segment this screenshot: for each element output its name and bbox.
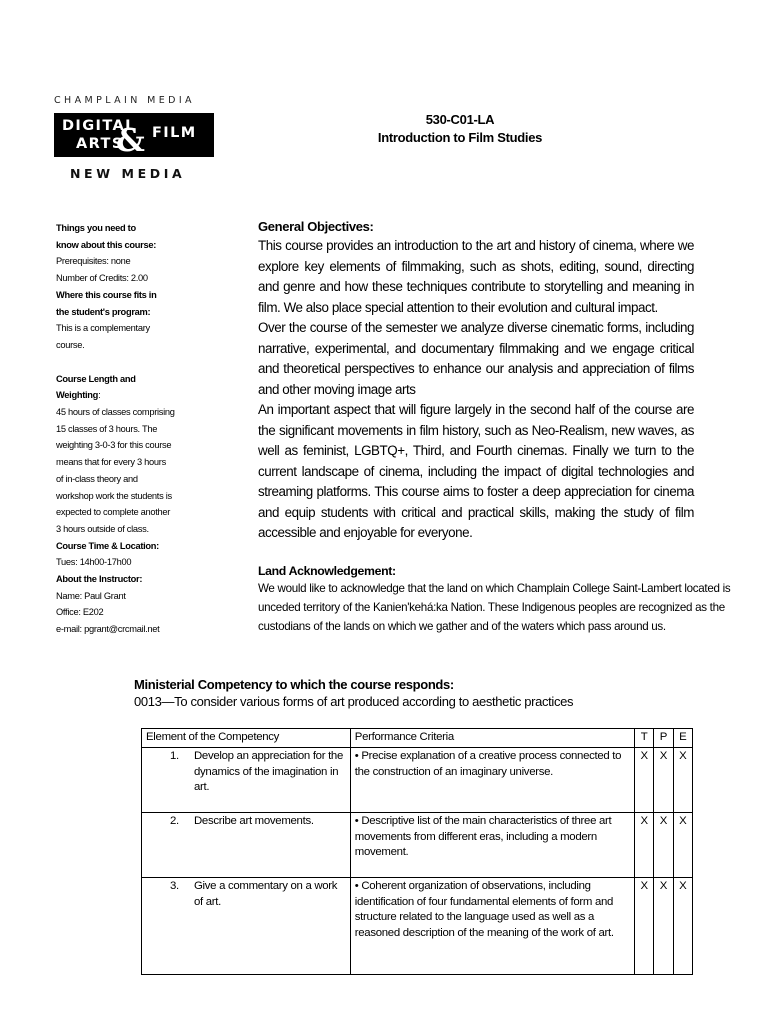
- sidebar-course-time: Tues: 14h00-17h00: [56, 557, 132, 568]
- course-header: [360, 111, 560, 147]
- mark-cell: X: [654, 747, 673, 812]
- element-cell: [142, 877, 351, 974]
- table-header-row: [142, 729, 693, 748]
- element-number: 1.: [170, 749, 179, 762]
- column-header: Performance Criteria: [350, 729, 634, 748]
- course-code: 530-C01-LA: [425, 112, 495, 127]
- criteria-cell: • Precise explanation of a creative process connected to the construction of an imaginary universe.: [350, 747, 634, 812]
- course-title: Introduction to Film Studies: [377, 130, 543, 145]
- logo-black-box: [54, 113, 214, 157]
- instructor-name: Name: Paul Grant: [56, 590, 126, 601]
- table-row: [142, 877, 693, 974]
- element-number: 3.: [170, 879, 179, 892]
- element-text: Develop an appreciation for the dynamics of the imagination in art.: [194, 749, 344, 794]
- sidebar-prerequisites: Prerequisites: none: [56, 256, 131, 267]
- general-objectives-section: [258, 218, 694, 544]
- column-header: E: [673, 729, 692, 748]
- element-cell: [142, 812, 351, 877]
- mark-cell: X: [673, 877, 692, 974]
- sidebar-text: course.: [56, 339, 85, 350]
- competency-title: Ministerial Competency to which the course responds:: [134, 677, 454, 692]
- sidebar-heading: the student's program:: [56, 306, 151, 317]
- logo-word-arts: ARTS: [76, 136, 124, 152]
- instructor-email: e-mail: pgrant@crcmail.net: [56, 624, 160, 635]
- section-title: Land Acknowledgement:: [258, 564, 396, 578]
- sidebar-credits: Number of Credits: 2.00: [56, 273, 148, 284]
- sidebar-heading: Where this course fits in: [56, 289, 157, 300]
- course-info-sidebar: [56, 220, 181, 638]
- criteria-cell: • Coherent organization of observations, including identification of four fundamental elements of form and structure related to the language used as well as a reasoned description of the meaning of the work of art.: [350, 877, 634, 974]
- sidebar-text: 3 hours outside of class.: [56, 523, 149, 534]
- sidebar-text: 15 classes of 3 hours. The: [56, 423, 158, 434]
- sidebar-text: workshop work the students is: [56, 490, 172, 501]
- competency-subtitle: 0013—To consider various forms of art produced according to aesthetic practices: [134, 694, 574, 709]
- column-header: T: [634, 729, 653, 748]
- objectives-paragraph: This course provides an introduction to the art and history of cinema, where we explore key elements of filmmaking, such as shots, editing, sound, directing and genre and how these techniques contribute to storytelling and meaning in film. We also place special attention to their evolution and cultural impact.: [258, 238, 694, 315]
- section-title: General Objectives:: [258, 219, 374, 234]
- land-acknowledgement-section: [258, 563, 746, 636]
- table-row: [142, 747, 693, 812]
- sidebar-heading: Things you need to: [56, 223, 136, 233]
- mark-cell: X: [673, 747, 692, 812]
- sidebar-heading: Course Time & Location:: [56, 540, 159, 551]
- competency-section: [134, 676, 694, 710]
- logo-word-digital: DIGITAL: [62, 118, 136, 134]
- mark-cell: X: [673, 812, 692, 877]
- instructor-office: Office: E202: [56, 607, 104, 618]
- logo-ampersand: &: [116, 121, 145, 159]
- sidebar-text: weighting 3-0-3 for this course: [56, 440, 172, 451]
- mark-cell: X: [634, 812, 653, 877]
- sidebar-colon: :: [98, 390, 101, 401]
- sidebar-heading: know about this course:: [56, 239, 157, 250]
- land-acknowledgement-text: We would like to acknowledge that the land on which Champlain College Saint-Lambert located is unceded territory of the Kanien'kehá:ka Nation. These Indigenous peoples are recognized as the custodians of the lands on which we gather and of the waters which pass around us.: [258, 582, 731, 633]
- objectives-paragraph: Over the course of the semester we analyze diverse cinematic forms, including narrative, experimental, and documentary filmmaking and we engage critical and theoretical perspectives to enhance our analysis and appreciation of films and other moving image arts: [258, 320, 694, 397]
- element-number: 2.: [170, 814, 179, 827]
- element-text: Give a commentary on a work of art.: [194, 879, 338, 908]
- column-header: P: [654, 729, 673, 748]
- sidebar-text: 45 hours of classes comprising: [56, 407, 175, 418]
- champlain-media-logo: [54, 95, 216, 181]
- sidebar-text: expected to complete another: [56, 507, 171, 518]
- element-text: Describe art movements.: [194, 814, 314, 827]
- table-row: [142, 812, 693, 877]
- sidebar-heading: Course Length and: [56, 373, 136, 384]
- sidebar-spacer: [56, 354, 181, 371]
- competency-table: [141, 728, 693, 975]
- sidebar-heading: Weighting: [56, 390, 99, 401]
- sidebar-text: This is a complementary: [56, 323, 150, 334]
- logo-word-film: FILM: [152, 125, 197, 141]
- mark-cell: X: [654, 877, 673, 974]
- mark-cell: X: [634, 747, 653, 812]
- objectives-paragraph: An important aspect that will figure largely in the second half of the course are the significant movements in film history, such as Neo-Realism, new waves, as well as feminist, LGBTQ+, Third, and Fourth cinemas. Finally we turn to the current landscape of cinema, including the impact of digital technologies and streaming platforms. This course aims to foster a deep appreciation for cinema and equip students with critical and practical skills, making the study of film accessible and enjoyable for everyone.: [258, 402, 694, 540]
- column-header: Element of the Competency: [142, 729, 351, 748]
- mark-cell: X: [634, 877, 653, 974]
- sidebar-text: of in-class theory and: [56, 473, 138, 484]
- sidebar-heading-line: [56, 387, 181, 404]
- logo-bottom-text: NEW MEDIA: [70, 166, 186, 181]
- element-cell: [142, 747, 351, 812]
- criteria-cell: • Descriptive list of the main characteristics of three art movements from different eras, including a modern movement.: [350, 812, 634, 877]
- mark-cell: X: [654, 812, 673, 877]
- logo-top-text: CHAMPLAIN MEDIA: [54, 95, 195, 106]
- sidebar-heading: About the Instructor:: [56, 574, 143, 585]
- sidebar-text: means that for every 3 hours: [56, 457, 166, 468]
